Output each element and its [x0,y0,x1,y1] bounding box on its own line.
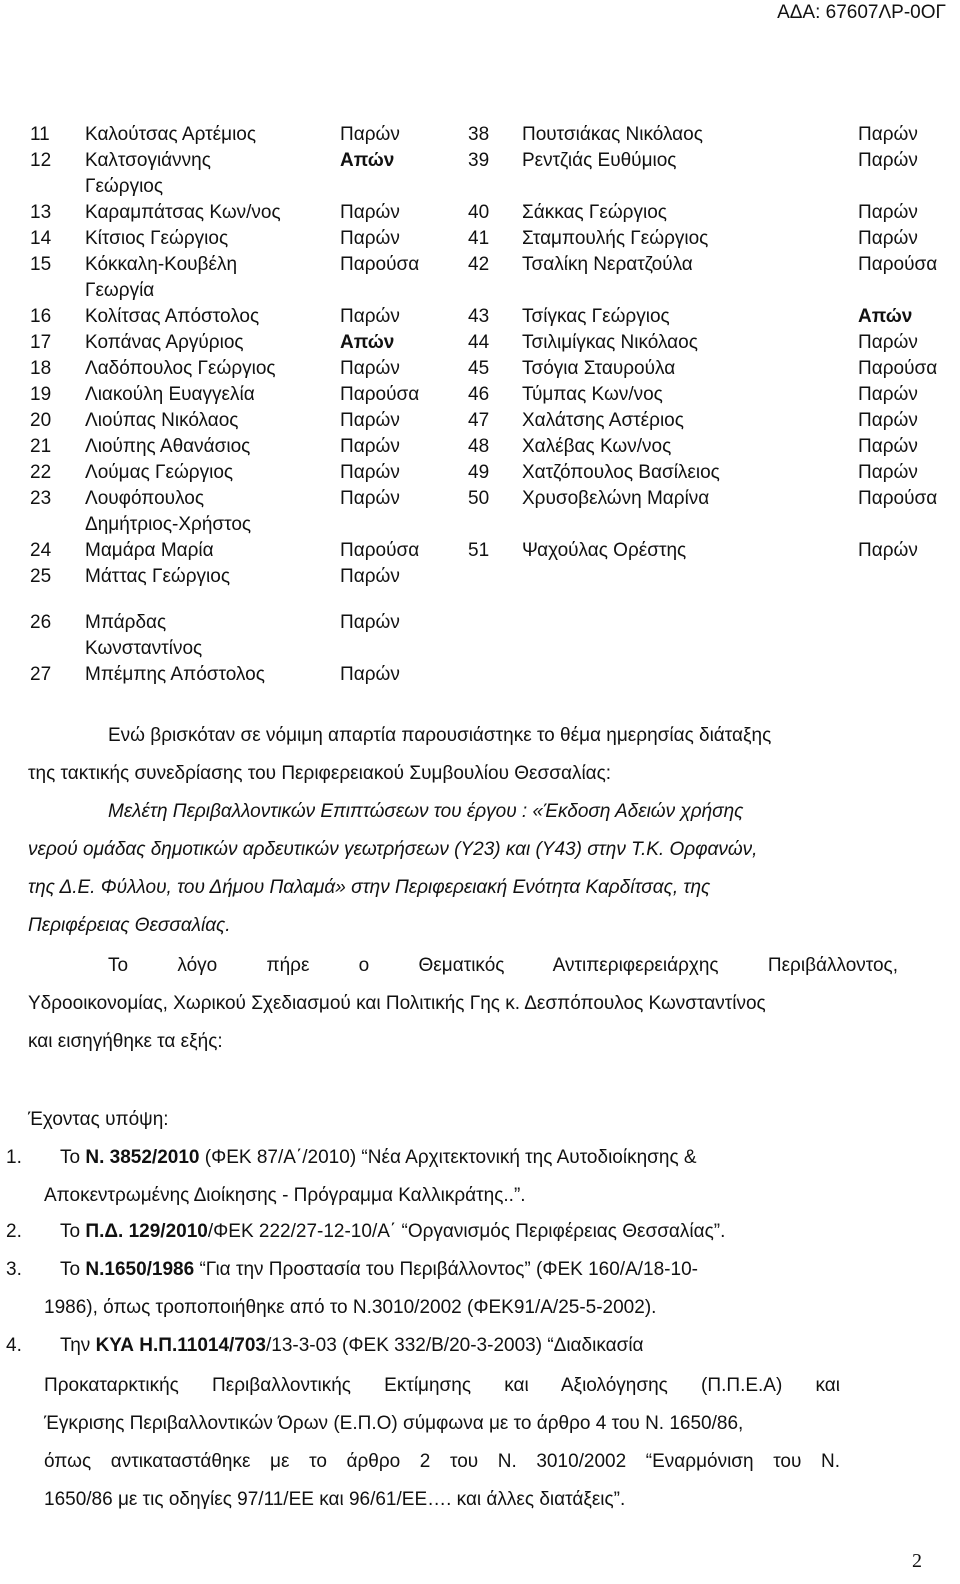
left-row-num: 27 [30,664,52,685]
item-line: όπως αντικαταστάθηκε με το άρθρο 2 του Ν. 3010/2002 “Εναρμόνιση του Ν. [44,1451,840,1472]
right-row-status: Παρών [858,202,918,223]
right-row-num: 42 [468,254,490,275]
document-id-header: ΑΔΑ: 67607ΛΡ-0ΟΓ [777,2,946,23]
right-row-name: Τσαλίκη Νερατζούλα [522,254,693,275]
left-row-name: Κίτσιος Γεώργιος [85,228,229,249]
left-row-num: 17 [30,332,52,353]
attendance-roster [0,0,960,700]
right-row-name: Χαλάτσης Αστέριος [522,410,684,431]
subject-line: Περιφέρειας Θεσσαλίας. [28,915,231,936]
left-row-num: 20 [30,410,52,431]
right-row-name: Χαλέβας Κων/νος [522,436,672,457]
left-row-status: Παρών [340,410,400,431]
left-row-status: Παρών [340,436,400,457]
left-row-name: Λαδόπουλος Γεώργιος [85,358,276,379]
left-row-num: 16 [30,306,52,327]
left-row-num: 23 [30,488,52,509]
right-row-num: 44 [468,332,490,353]
left-row-name: Μπάρδας [85,612,167,633]
left-row-status: Απών [340,150,395,171]
left-row-name: Λιακούλη Ευαγγελία [85,384,255,405]
left-row-num: 18 [30,358,52,379]
left-row-status: Παρών [340,566,400,587]
item-line: Το Ν. 3852/2010 (ΦΕΚ 87/Α΄/2010) “Νέα Αρχιτεκτονική της Αυτοδιοίκησης & [60,1147,697,1168]
right-row-name: Σταμπουλής Γεώργιος [522,228,709,249]
left-row-name: Λιούπης Αθανάσιος [85,436,251,457]
left-row-num: 13 [30,202,52,223]
right-row-num: 51 [468,540,490,561]
left-row-status: Παρών [340,612,400,633]
right-row-status: Παρών [858,540,918,561]
right-row-status: Παρών [858,436,918,457]
right-row-num: 43 [468,306,490,327]
left-row-num: 11 [30,124,50,145]
right-row-num: 48 [468,436,490,457]
left-row-name: Λιούπας Νικόλαος [85,410,239,431]
left-row-name: Καλτσογιάννης [85,150,211,171]
right-row-name: Χατζόπουλος Βασίλειος [522,462,720,483]
right-row-name: Τσίγκας Γεώργιος [522,306,670,327]
subject-line: νερού ομάδας δημοτικών αρδευτικών γεωτρήσεων (Υ23) και (Υ43) στην Τ.Κ. Ορφανών, [28,839,758,860]
right-row-status: Παρούσα [858,254,938,275]
left-row-name: Μάττας Γεώργιος [85,566,230,587]
left-row-num: 24 [30,540,52,561]
right-row-name: Ψαχούλας Ορέστης [522,540,687,561]
item-line: Έγκρισης Περιβαλλοντικών Όρων (Ε.Π.Ο) σύμφωνα με το άρθρο 4 του Ν. 1650/86, [44,1413,744,1434]
right-row-num: 39 [468,150,490,171]
speaker-line: και εισηγήθηκε τα εξής: [28,1031,223,1052]
left-row-num: 12 [30,150,52,171]
left-row-name: Λούμας Γεώργιος [85,462,234,483]
item-line: 1986), όπως τροποποιήθηκε από το Ν.3010/2002 (ΦΕΚ91/Α/25-5-2002). [44,1297,657,1318]
subject-line: της Δ.Ε. Φύλλου, του Δήμου Παλαμά» στην Περιφερειακή Ενότητα Καρδίτσας, της [28,877,711,898]
left-row-status: Παρούσα [340,384,420,405]
left-row-name-cont: Γεώργιος [85,176,164,197]
item-number: 1. [6,1147,22,1168]
speaker-line: Υδροοικονομίας, Χωρικού Σχεδιασμού και Πολιτικής Γης κ. Δεσπόπουλος Κωνσταντίνος [28,993,766,1014]
right-row-status: Παρούσα [858,488,938,509]
left-row-status: Παρούσα [340,254,420,275]
left-row-status: Παρών [340,358,400,379]
left-row-status: Παρών [340,488,400,509]
left-row-status: Απών [340,332,395,353]
right-row-status: Παρών [858,410,918,431]
left-row-name: Κολίτσας Απόστολος [85,306,260,327]
left-row-status: Παρών [340,124,400,145]
right-row-name: Χρυσοβελώνη Μαρίνα [522,488,710,509]
left-row-name-cont: Δημήτριος-Χρήστος [85,514,252,535]
intro-line: Ενώ βρισκόταν σε νόμιμη απαρτία παρουσιάστηκε το θέμα ημερησίας διάταξης [108,725,772,746]
left-row-num: 22 [30,462,52,483]
right-row-status: Παρών [858,462,918,483]
left-row-status: Παρούσα [340,540,420,561]
right-row-num: 46 [468,384,490,405]
left-row-num: 21 [30,436,52,457]
item-number: 4. [6,1335,22,1356]
right-row-name: Τσόγια Σταυρούλα [522,358,676,379]
page-number: 2 [912,1550,922,1572]
item-line: Προκαταρκτικής Περιβαλλοντικής Εκτίμησης και Αξιολόγησης (Π.Π.Ε.Α) και [44,1375,840,1396]
right-row-num: 40 [468,202,490,223]
item-number: 2. [6,1221,22,1242]
right-row-num: 45 [468,358,490,379]
left-row-status: Παρών [340,664,400,685]
item-number: 3. [6,1259,22,1280]
item-line: Το Ν.1650/1986 “Για την Προστασία του Περιβάλλοντος” (ΦΕΚ 160/Α/18-10- [60,1259,698,1280]
right-row-status: Παρών [858,384,918,405]
right-row-status: Παρών [858,332,918,353]
left-row-num: 15 [30,254,52,275]
right-row-num: 47 [468,410,490,431]
right-row-status: Παρούσα [858,358,938,379]
item-line: 1650/86 με τις οδηγίες 97/11/ΕΕ και 96/61/ΕΕ…. και άλλες διατάξεις”. [44,1489,626,1510]
left-row-name: Καραμπάτσας Κων/νος [85,202,281,223]
left-row-name-cont: Κωνσταντίνος [85,638,203,659]
right-row-num: 38 [468,124,490,145]
right-row-status: Παρών [858,124,918,145]
left-row-name-cont: Γεωργία [85,280,155,301]
left-row-status: Παρών [340,228,400,249]
right-row-status: Παρών [858,228,918,249]
left-row-status: Παρών [340,462,400,483]
item-line: Την ΚΥΑ Η.Π.11014/703/13-3-03 (ΦΕΚ 332/Β/20-3-2003) “Διαδικασία [60,1335,644,1356]
left-row-name: Μπέμπης Απόστολος [85,664,265,685]
right-row-num: 50 [468,488,490,509]
item-line: Αποκεντρωμένης Διοίκησης - Πρόγραμμα Καλλικράτης..”. [44,1185,526,1206]
right-row-name: Τσιλιμίγκας Νικόλαος [522,332,698,353]
right-row-name: Ρεντζιάς Ευθύμιος [522,150,677,171]
left-row-name: Λουφόπουλος [85,488,205,509]
right-row-name: Πουτσιάκας Νικόλαος [522,124,703,145]
left-row-name: Κοπάνας Αργύριος [85,332,244,353]
left-row-num: 19 [30,384,52,405]
intro-line: της τακτικής συνεδρίασης του Περιφερειακού Συμβουλίου Θεσσαλίας: [28,763,612,784]
item-line: Το Π.Δ. 129/2010/ΦΕΚ 222/27-12-10/Α΄ “Οργανισμός Περιφέρειας Θεσσαλίας”. [60,1221,726,1242]
right-row-status: Απών [858,306,913,327]
subject-line: Μελέτη Περιβαλλοντικών Επιπτώσεων του έργου : «Έκδοση Αδειών χρήσης [108,801,744,822]
left-row-num: 25 [30,566,52,587]
right-row-num: 49 [468,462,490,483]
left-row-status: Παρών [340,306,400,327]
left-row-num: 26 [30,612,52,633]
left-row-status: Παρών [340,202,400,223]
speaker-line: Το λόγο πήρε ο Θεματικός Αντιπεριφερειάρχης Περιβάλλοντος, [108,955,898,976]
left-row-name: Καλούτσας Αρτέμιος [85,124,257,145]
right-row-num: 41 [468,228,490,249]
left-row-name: Μαμάρα Μαρία [85,540,214,561]
left-row-num: 14 [30,228,52,249]
left-row-name: Κόκκαλη-Κουβέλη [85,254,238,275]
right-row-status: Παρών [858,150,918,171]
right-row-name: Σάκκας Γεώργιος [522,202,667,223]
right-row-name: Τύμπας Κων/νος [522,384,663,405]
considering-heading: Έχοντας υπόψη: [28,1109,169,1130]
